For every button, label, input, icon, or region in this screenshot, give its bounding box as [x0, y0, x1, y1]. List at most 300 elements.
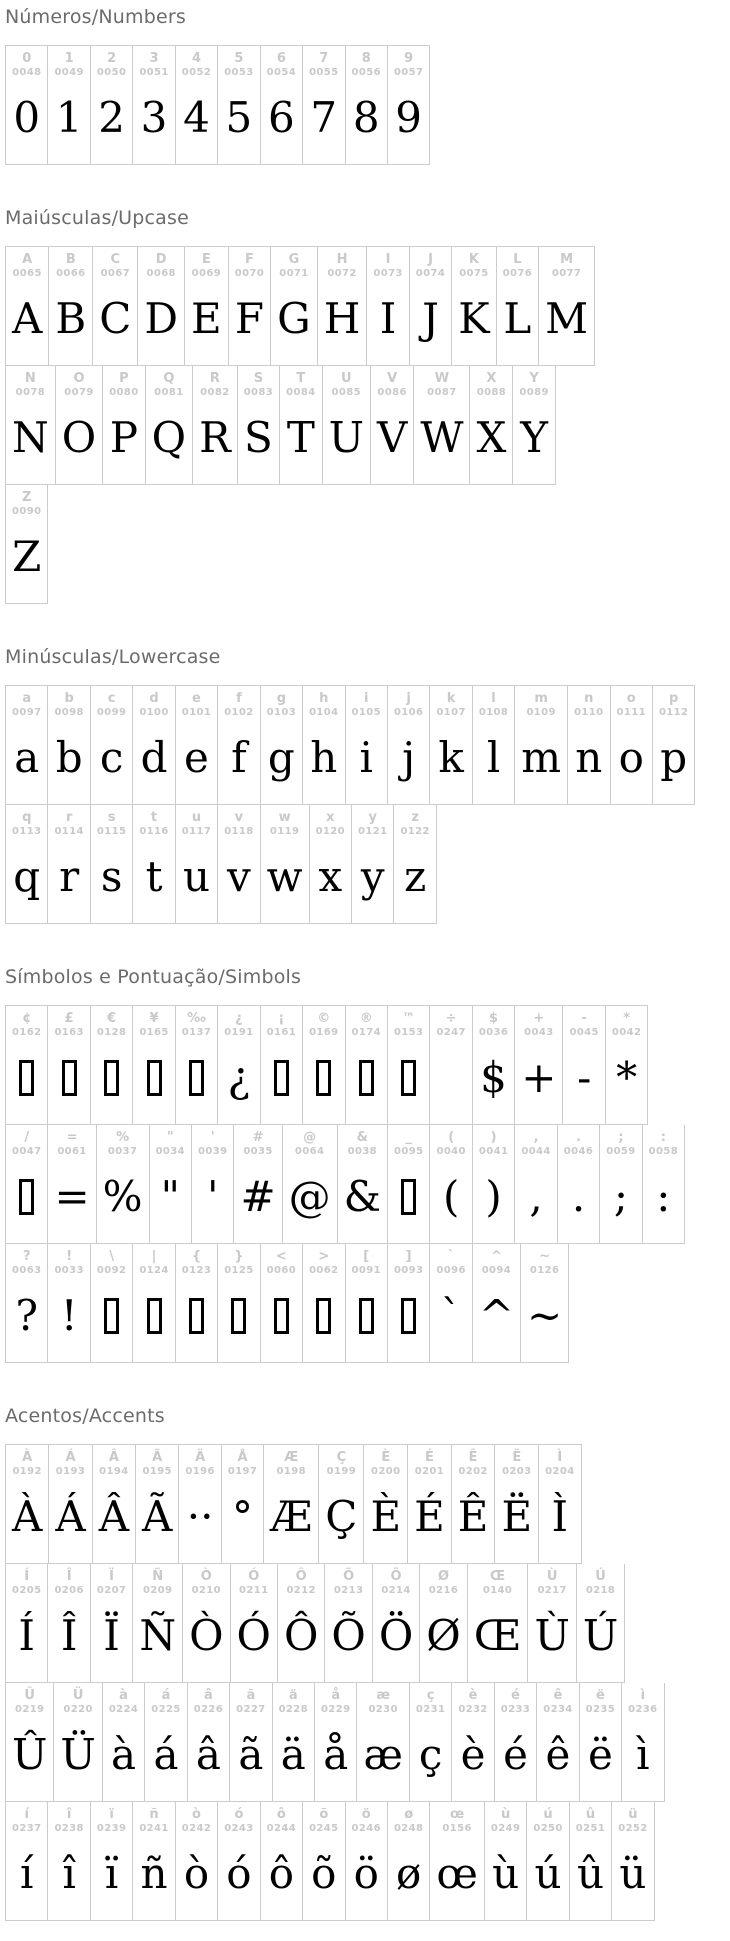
- char-cell-0225: [144, 1683, 186, 1801]
- char-unicode-code: 0128: [96, 1027, 127, 1038]
- char-reference-label: j: [406, 691, 411, 706]
- char-glyph: G: [277, 293, 311, 343]
- glyph-area: [394, 1277, 423, 1354]
- char-cell-0216: [419, 1564, 466, 1682]
- char-unicode-code: 0097: [12, 707, 42, 718]
- char-glyph: ã: [238, 1729, 264, 1779]
- section-accents: [5, 1405, 730, 1921]
- char-unicode-code: 0205: [12, 1585, 42, 1596]
- char-reference-label: U: [340, 371, 352, 386]
- char-reference-label: O: [73, 371, 85, 386]
- char-unicode-code: 0077: [551, 268, 582, 279]
- char-unicode-code: 0230: [368, 1704, 398, 1715]
- glyph-area: [416, 1716, 445, 1793]
- char-cell-0194: [92, 1445, 135, 1563]
- char-unicode-code: 0249: [490, 1823, 521, 1834]
- char-row: [5, 805, 437, 924]
- glyph-area: [479, 1039, 508, 1116]
- char-glyph: Î: [60, 1610, 78, 1660]
- char-unicode-code: 0119: [269, 826, 300, 837]
- char-glyph: Ã: [142, 1491, 173, 1541]
- char-reference-label: M: [560, 252, 574, 267]
- char-glyph: â: [195, 1729, 221, 1779]
- char-reference-label: ®: [359, 1011, 373, 1026]
- char-row: [5, 1802, 655, 1921]
- char-cell-0140: [467, 1564, 528, 1682]
- char-unicode-code: 0088: [476, 387, 507, 398]
- char-glyph: Æ: [270, 1491, 313, 1541]
- char-unicode-code: 0043: [524, 1027, 554, 1038]
- char-row: [5, 1564, 625, 1683]
- char-reference-label: €: [107, 1011, 117, 1026]
- char-unicode-code: 0034: [155, 1146, 185, 1157]
- char-glyph: r: [59, 851, 80, 901]
- char-cell-0061: [47, 1125, 95, 1243]
- char-glyph: Ù: [534, 1610, 570, 1660]
- char-glyph: î: [62, 1848, 76, 1898]
- glyph-area: [267, 1277, 296, 1354]
- char-unicode-code: 0191: [224, 1027, 254, 1038]
- char-unicode-code: 0192: [12, 1466, 42, 1477]
- char-glyph: ò: [183, 1848, 210, 1898]
- char-reference-label: Î: [66, 1569, 72, 1584]
- char-unicode-code: 0092: [96, 1265, 127, 1276]
- char-cell-0110: [567, 686, 609, 804]
- glyph-area: [316, 838, 345, 915]
- glyph-area: [144, 280, 178, 357]
- char-glyph: K: [458, 293, 490, 343]
- char-unicode-code: 0044: [521, 1146, 551, 1157]
- char-reference-label: S: [253, 371, 264, 386]
- char-reference-label: L: [513, 252, 522, 267]
- char-glyph: I: [379, 293, 397, 343]
- char-unicode-code: 0247: [436, 1027, 466, 1038]
- char-unicode-code: 0194: [99, 1466, 129, 1477]
- glyph-area: [352, 1277, 381, 1354]
- char-reference-label: ê: [553, 1688, 563, 1703]
- char-unicode-code: 0086: [377, 387, 407, 398]
- char-reference-label: É: [425, 1450, 434, 1465]
- char-reference-label: ¿: [235, 1011, 243, 1026]
- char-unicode-code: 0248: [393, 1823, 424, 1834]
- glyph-area: [628, 1716, 657, 1793]
- char-glyph: Ê: [457, 1491, 489, 1541]
- char-unicode-code: 0201: [414, 1466, 445, 1477]
- char-unicode-code: 0245: [309, 1823, 339, 1834]
- char-unicode-code: 0233: [500, 1704, 531, 1715]
- char-reference-label: ä: [288, 1688, 298, 1703]
- char-unicode-code: 0137: [181, 1027, 212, 1038]
- glyph-area: [606, 1158, 635, 1235]
- char-reference-label: w: [278, 810, 291, 825]
- char-row: [5, 366, 556, 485]
- char-cell-0039: [191, 1125, 233, 1243]
- char-glyph: p: [660, 732, 688, 782]
- char-cell-0101: [175, 686, 217, 804]
- char-cell-0120: [309, 805, 351, 923]
- char-cell-0137: [175, 1006, 217, 1124]
- char-cell-0082: [192, 366, 237, 484]
- char-cell-0036: [472, 1006, 514, 1124]
- char-cell-0161: [260, 1006, 302, 1124]
- char-unicode-code: 0099: [96, 707, 127, 718]
- glyph-area: [501, 1478, 532, 1555]
- char-glyph: `: [440, 1290, 462, 1340]
- char-glyph: v: [227, 851, 251, 901]
- char-unicode-code: 0053: [224, 67, 254, 78]
- glyph-area: [139, 79, 168, 156]
- char-cell-0116: [132, 805, 174, 923]
- char-unicode-code: 0081: [154, 387, 184, 398]
- char-glyph: ··: [186, 1491, 214, 1541]
- char-glyph: n: [575, 732, 603, 782]
- char-row: [5, 1005, 648, 1125]
- section-numbers: [5, 6, 730, 165]
- char-reference-label: ,: [533, 1130, 539, 1145]
- char-reference-label: ¢: [22, 1011, 32, 1026]
- char-cell-0033: [47, 1244, 89, 1362]
- char-glyph: ó: [226, 1848, 252, 1898]
- char-cell-0097: [6, 686, 47, 804]
- char-glyph: 2: [98, 92, 125, 142]
- char-unicode-code: 0229: [321, 1704, 351, 1715]
- glyph-area: [185, 1478, 214, 1555]
- char-unicode-code: 0126: [529, 1265, 560, 1276]
- glyph-area: [54, 1158, 89, 1235]
- char-reference-label: ë: [595, 1688, 605, 1703]
- char-glyph: c: [99, 732, 124, 782]
- char-cell-0058: [642, 1125, 684, 1243]
- char-glyph: B: [55, 293, 87, 343]
- char-cell-0201: [407, 1445, 451, 1563]
- char-cell-0037: [96, 1125, 149, 1243]
- char-reference-label: a: [22, 691, 32, 706]
- char-unicode-code: 0202: [458, 1466, 488, 1477]
- char-cell-0162: [6, 1006, 47, 1124]
- char-unicode-code: 0046: [563, 1146, 594, 1157]
- glyph-area: [289, 1158, 331, 1235]
- glyph-area: [321, 1716, 350, 1793]
- char-glyph: ø: [396, 1848, 422, 1898]
- char-reference-label: 5: [234, 51, 244, 66]
- glyph-area: [416, 280, 445, 357]
- char-reference-label: 6: [276, 51, 286, 66]
- char-reference-label: l: [491, 691, 496, 706]
- glyph-area: [224, 719, 253, 796]
- char-unicode-code: 0209: [142, 1585, 173, 1596]
- notdef-glyph: [316, 1060, 331, 1096]
- char-cell-0054: [260, 46, 302, 164]
- char-cell-0199: [318, 1445, 363, 1563]
- char-unicode-code: 0231: [415, 1704, 446, 1715]
- glyph-area: [479, 719, 508, 796]
- char-unicode-code: 0235: [585, 1704, 616, 1715]
- char-reference-label: i: [363, 691, 369, 706]
- glyph-area: [394, 1039, 423, 1116]
- glyph-area: [344, 1158, 381, 1235]
- section-title-lowercase: Minúsculas/Lowercase: [5, 646, 221, 668]
- char-cell-0096: [429, 1244, 471, 1362]
- char-reference-label: >: [318, 1249, 330, 1264]
- char-reference-label: î: [66, 1807, 72, 1822]
- glyph-area: [12, 399, 49, 476]
- glyph-area: [97, 838, 126, 915]
- char-glyph: ù: [492, 1848, 520, 1898]
- glyph-area: [527, 1277, 562, 1354]
- char-reference-label: Û: [24, 1688, 35, 1703]
- char-unicode-code: 0101: [181, 707, 212, 718]
- char-cell-0073: [366, 247, 408, 365]
- char-unicode-code: 0197: [227, 1466, 258, 1477]
- notdef-glyph: [316, 1298, 331, 1334]
- char-cell-0228: [272, 1683, 314, 1801]
- char-reference-label: Ï: [109, 1569, 115, 1584]
- char-glyph: Ë: [501, 1491, 533, 1541]
- char-cell-0241: [132, 1802, 174, 1920]
- glyph-area: [240, 1158, 275, 1235]
- char-cell-0126: [520, 1244, 568, 1362]
- char-unicode-code: 0162: [12, 1027, 42, 1038]
- char-glyph: Á: [55, 1491, 86, 1541]
- char-reference-label: û: [585, 1807, 596, 1822]
- glyph-area: [458, 1478, 489, 1555]
- char-reference-label: À: [22, 1450, 33, 1465]
- char-glyph: 9: [395, 92, 423, 142]
- char-unicode-code: 0123: [181, 1265, 212, 1276]
- char-unicode-code: 0156: [442, 1823, 472, 1834]
- char-unicode-code: 0250: [533, 1823, 563, 1834]
- char-cell-0115: [90, 805, 132, 923]
- glyph-area: [97, 1835, 126, 1912]
- char-unicode-code: 0036: [478, 1027, 509, 1038]
- char-cell-0122: [393, 805, 435, 923]
- section-title-numbers: Números/Numbers: [5, 6, 186, 28]
- char-unicode-code: 0213: [333, 1585, 364, 1596]
- glyph-area: [543, 1716, 572, 1793]
- glyph-area: [189, 1597, 223, 1674]
- char-cell-0069: [184, 247, 228, 365]
- glyph-area: [363, 1716, 402, 1793]
- glyph-area: [309, 719, 338, 796]
- char-unicode-code: 0050: [96, 67, 127, 78]
- char-unicode-code: 0216: [428, 1585, 459, 1596]
- glyph-area: [152, 399, 186, 476]
- char-unicode-code: 0120: [315, 826, 346, 837]
- char-cell-0111: [610, 686, 652, 804]
- glyph-area: [97, 79, 126, 156]
- section-uppercase: [5, 207, 730, 604]
- char-cell-0041: [472, 1125, 514, 1243]
- glyph-area: [97, 1277, 126, 1354]
- char-cell-0064: [282, 1125, 337, 1243]
- char-cell-0243: [217, 1802, 259, 1920]
- char-row: [5, 1683, 665, 1802]
- char-unicode-code: 0087: [427, 387, 457, 398]
- char-unicode-code: 0153: [393, 1027, 424, 1038]
- glyph-area: [139, 1835, 168, 1912]
- char-cell-0237: [6, 1802, 47, 1920]
- char-unicode-code: 0060: [266, 1265, 297, 1276]
- glyph-area: [12, 719, 41, 796]
- glyph-area: [182, 79, 211, 156]
- char-cell-0227: [229, 1683, 271, 1801]
- char-glyph: Ü: [60, 1729, 96, 1779]
- char-reference-label: q: [22, 810, 32, 825]
- glyph-area: [436, 719, 465, 796]
- char-cell-0081: [145, 366, 192, 484]
- char-cell-0211: [230, 1564, 277, 1682]
- char-glyph: l: [486, 732, 501, 782]
- char-cell-0123: [175, 1244, 217, 1362]
- char-cell-0075: [451, 247, 495, 365]
- char-table-lowercase: [5, 685, 730, 924]
- notdef-glyph: [401, 1298, 416, 1334]
- char-unicode-code: 0225: [151, 1704, 181, 1715]
- char-reference-label: +: [533, 1011, 545, 1026]
- glyph-area: [521, 1158, 550, 1235]
- char-reference-label: ]: [405, 1249, 412, 1264]
- char-unicode-code: 0102: [224, 707, 254, 718]
- char-reference-label: ': [210, 1130, 215, 1145]
- char-unicode-code: 0198: [276, 1466, 306, 1477]
- char-row: [5, 685, 695, 805]
- char-reference-label: .: [576, 1130, 581, 1145]
- char-cell-0124: [132, 1244, 174, 1362]
- char-glyph: ü: [619, 1848, 647, 1898]
- char-reference-label: ¡: [278, 1011, 285, 1026]
- char-cell-0204: [538, 1445, 580, 1563]
- char-unicode-code: 0241: [139, 1823, 169, 1834]
- char-unicode-code: 0121: [358, 826, 388, 837]
- char-glyph: F: [234, 293, 265, 343]
- char-cell-0219: [6, 1683, 53, 1801]
- char-row: [5, 1244, 569, 1363]
- char-unicode-code: 0089: [519, 387, 549, 398]
- glyph-area: [373, 280, 402, 357]
- char-cell-0125: [217, 1244, 259, 1362]
- char-glyph: ): [485, 1171, 502, 1221]
- char-reference-label: s: [107, 810, 116, 825]
- glyph-area: [564, 1158, 593, 1235]
- char-glyph: É: [414, 1491, 445, 1541]
- char-cell-0048: [6, 46, 47, 164]
- char-glyph: y: [360, 851, 385, 901]
- char-cell-0217: [527, 1564, 575, 1682]
- char-reference-label: ): [490, 1130, 497, 1145]
- glyph-area: [394, 79, 423, 156]
- char-cell-0218: [576, 1564, 624, 1682]
- glyph-area: [501, 1716, 530, 1793]
- char-glyph: U: [328, 412, 364, 462]
- char-glyph: %: [102, 1171, 143, 1221]
- char-glyph: ì: [636, 1729, 650, 1779]
- glyph-area: [198, 1158, 227, 1235]
- char-glyph: b: [55, 732, 83, 782]
- char-reference-label: N: [24, 371, 36, 386]
- char-glyph: L: [503, 293, 532, 343]
- glyph-area: [377, 399, 407, 476]
- char-unicode-code: 0054: [266, 67, 297, 78]
- char-glyph: ê: [545, 1729, 571, 1779]
- char-cell-0249: [484, 1802, 526, 1920]
- char-reference-label: ç: [426, 1688, 435, 1703]
- glyph-area: [97, 1597, 126, 1674]
- char-cell-0051: [132, 46, 174, 164]
- char-reference-label: ö: [361, 1807, 371, 1822]
- char-reference-label: G: [288, 252, 300, 267]
- glyph-area: [436, 1158, 465, 1235]
- char-cell-0056: [345, 46, 387, 164]
- char-unicode-code: 0052: [181, 67, 212, 78]
- char-reference-label: |: [151, 1249, 157, 1264]
- char-glyph: Œ: [473, 1610, 522, 1660]
- glyph-area: [97, 1039, 126, 1116]
- char-reference-label: Ø: [437, 1569, 449, 1584]
- char-glyph: &: [343, 1171, 382, 1221]
- glyph-area: [545, 1478, 574, 1555]
- char-reference-label: ¥: [149, 1011, 159, 1026]
- char-unicode-code: 0048: [12, 67, 42, 78]
- char-unicode-code: 0117: [181, 826, 212, 837]
- char-cell-0070: [228, 247, 270, 365]
- char-glyph: ,: [529, 1171, 543, 1221]
- char-unicode-code: 0064: [294, 1146, 325, 1157]
- char-unicode-code: 0041: [478, 1146, 509, 1157]
- glyph-area: [267, 1835, 296, 1912]
- char-cell-0038: [337, 1125, 387, 1243]
- char-row: [5, 1444, 582, 1564]
- char-unicode-code: 0211: [239, 1585, 269, 1596]
- char-unicode-code: 0082: [200, 387, 230, 398]
- glyph-area: [237, 1597, 271, 1674]
- char-reference-label: ": [166, 1130, 174, 1145]
- char-table-numbers: [5, 45, 730, 165]
- char-reference-label: P: [119, 371, 129, 386]
- char-unicode-code: 0200: [371, 1466, 401, 1477]
- char-glyph: @: [288, 1171, 331, 1221]
- glyph-area: [519, 399, 548, 476]
- char-reference-label: k: [446, 691, 456, 706]
- char-reference-label: Ü: [72, 1688, 84, 1703]
- section-lowercase: [5, 646, 730, 924]
- char-cell-0206: [47, 1564, 89, 1682]
- char-unicode-code: 0065: [12, 268, 42, 279]
- glyph-area: [659, 719, 688, 796]
- glyph-area: [586, 1716, 615, 1793]
- glyph-area: [109, 399, 138, 476]
- glyph-area: [370, 1478, 401, 1555]
- char-glyph: Â: [98, 1491, 130, 1541]
- char-reference-label: 9: [404, 51, 414, 66]
- char-unicode-code: 0042: [611, 1027, 642, 1038]
- notdef-glyph: [104, 1298, 119, 1334]
- char-cell-0163: [47, 1006, 89, 1124]
- char-reference-label: ò: [192, 1807, 201, 1822]
- char-reference-label: è: [468, 1688, 478, 1703]
- glyph-area: [279, 1716, 308, 1793]
- char-unicode-code: 0195: [142, 1466, 172, 1477]
- char-cell-0117: [175, 805, 217, 923]
- char-reference-label: ì: [640, 1688, 646, 1703]
- char-reference-label: ^: [490, 1249, 502, 1264]
- char-reference-label: Ñ: [152, 1569, 164, 1584]
- char-reference-label: h: [319, 691, 329, 706]
- char-reference-label: *: [623, 1011, 631, 1026]
- char-unicode-code: 0196: [185, 1466, 215, 1477]
- char-glyph: 7: [310, 92, 338, 142]
- char-unicode-code: 0066: [56, 268, 86, 279]
- char-reference-label: \: [109, 1249, 114, 1264]
